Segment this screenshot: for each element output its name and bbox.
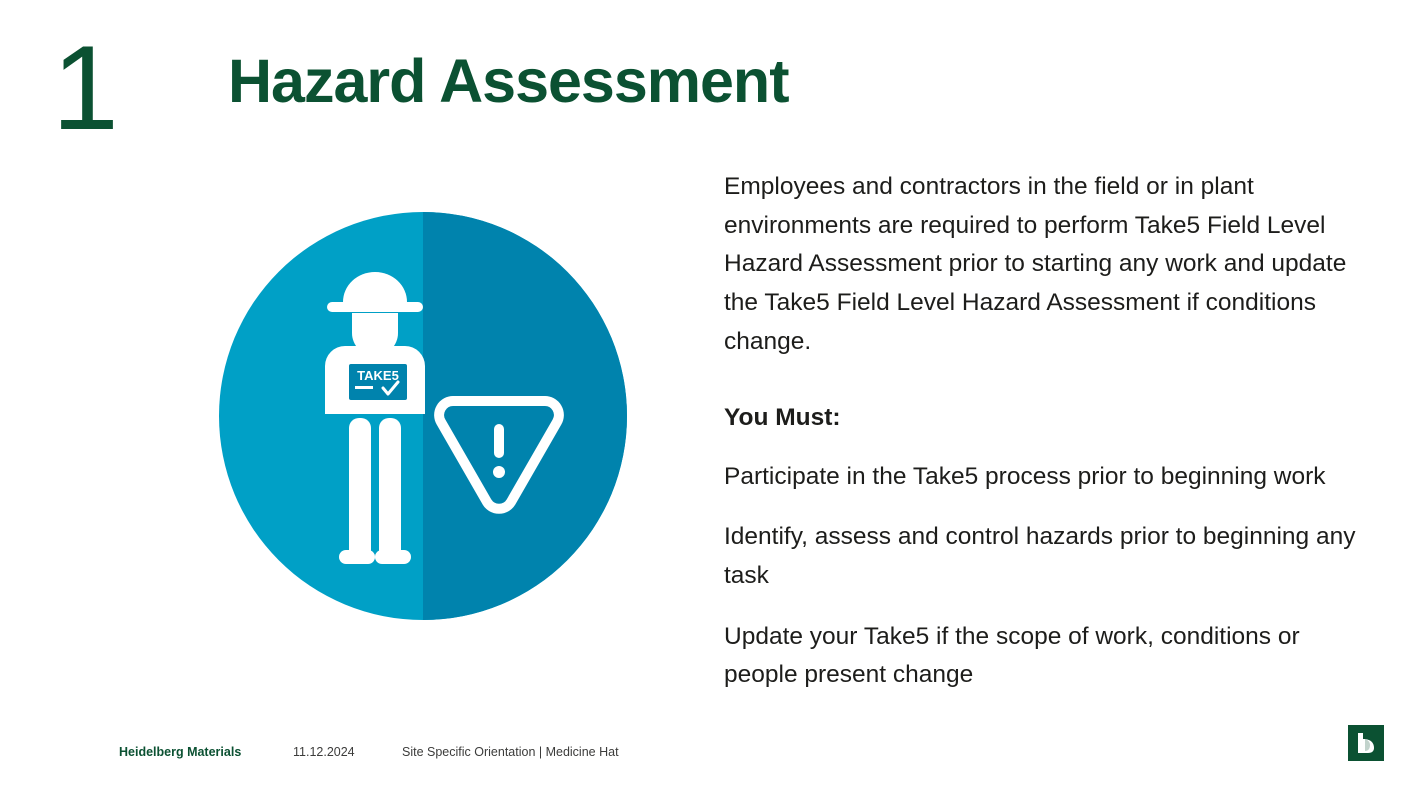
worker-figure-graphic (219, 212, 627, 620)
take5-sign (345, 360, 411, 404)
list-item: Participate in the Take5 process prior to beginning work (724, 462, 1326, 490)
footer-reference: Site Specific Orientation | Medicine Hat (402, 745, 619, 759)
svg-text:TAKE5: TAKE5 (357, 368, 399, 383)
footer-date: 11.12.2024 (293, 745, 355, 759)
take5-worker-hazard-icon (219, 212, 627, 620)
you-must-label: You Must: (724, 403, 841, 431)
list-item: Update your Take5 if the scope of work, conditions or people present change (724, 622, 1300, 689)
intro-paragraph: Employees and contractors in the field or in plant environments are required to perform Take5 Field Level Hazard Assessment prior to starting any work and update the Take5 Field Level Hazard Assessment if conditions change. (724, 173, 1347, 355)
list-item: Identify, assess and control hazards prior to beginning any task (724, 523, 1356, 589)
spacer (724, 362, 1372, 404)
slide-number: 1 (52, 21, 117, 155)
footer-brand: Heidelberg Materials (119, 745, 242, 759)
page-title: Hazard Assessment (228, 47, 789, 115)
heidelberg-materials-logo (1348, 725, 1384, 761)
body-content (724, 168, 1372, 717)
